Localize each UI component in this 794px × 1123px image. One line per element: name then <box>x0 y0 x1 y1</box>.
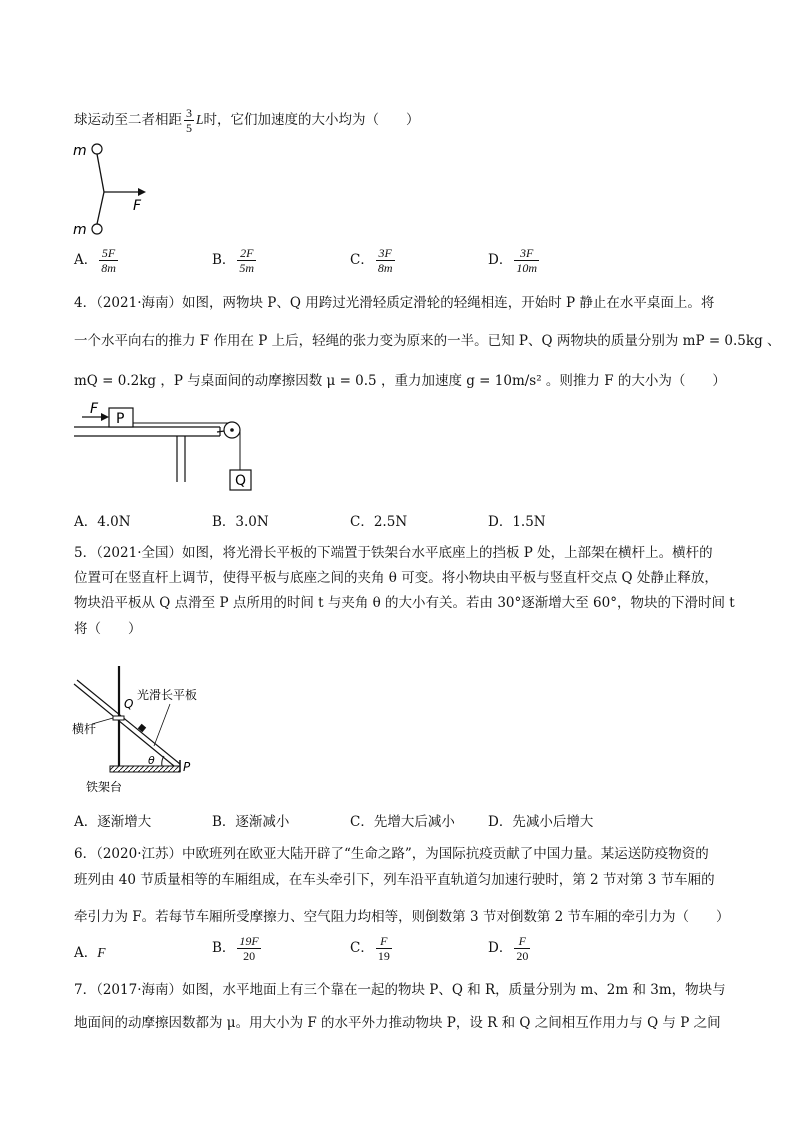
q3-option-c[interactable]: C． $\frac{3F}{8m}$ <box>350 246 393 275</box>
q6-option-b[interactable]: B． $\frac{19F}{20}$ <box>212 934 259 963</box>
q4-pulley-axle <box>230 428 234 432</box>
q5-line3: 物块沿平板从 Q 点滑至 P 点所用的时间 t 与夹角 θ 的大小有关。若由 30°逐渐增大至 60°，物块的下滑时间 t <box>74 595 735 611</box>
q5-line2: 位置可在竖直杆上调节，使得平板与底座之间的夹角 θ 可变。将小物块由平板与竖直杆交点 Q 处静止释放， <box>74 570 718 586</box>
q3-stem-pre: 球运动至二者相距 <box>74 112 182 128</box>
q7-line1: 7．（2017·海南）如图，水平地面上有三个靠在一起的物块 P、Q 和 R，质量分别为 m、2m 和 3m，物块与 <box>74 982 726 998</box>
q4-force-head <box>101 413 109 421</box>
q4-option-a[interactable]: A．4.0N <box>74 514 131 530</box>
q5-option-a[interactable]: A．逐渐增大 <box>74 814 152 830</box>
q5-angle-arc <box>162 756 164 766</box>
q6-option-c[interactable]: C． $\frac{F}{19}$ <box>350 934 390 963</box>
q5-option-c[interactable]: C．先增大后减小 <box>350 814 455 830</box>
q3-ball-bottom <box>92 224 102 234</box>
q4-line1: 4．（2021·海南）如图，两物块 P、Q 用跨过光滑轻质定滑轮的轻绳相连，开始时 P 静止在水平桌面上。将 <box>74 295 715 311</box>
q5-label-P: P <box>183 760 191 774</box>
q6-option-d[interactable]: D． $\frac{F}{20}$ <box>488 934 529 963</box>
q3-label-F: F <box>133 198 142 214</box>
q4-label-F: F <box>90 401 99 417</box>
q3-stem <box>74 106 420 135</box>
q3-label-m-bottom: m <box>73 222 87 238</box>
q3-arrow-head <box>138 188 146 196</box>
q5-board-leader <box>154 704 170 746</box>
q5-label-bar: 横杆 <box>72 722 97 736</box>
q3-rope-lower <box>97 192 104 224</box>
q6-line1: 6．（2020·江苏）中欧班列在欧亚大陆开辟了“生命之路”，为国际抗疫贡献了中国力量。某运送防疫物资的 <box>74 846 709 862</box>
q5-label-Q: Q <box>124 697 134 711</box>
q3-option-d[interactable]: D． $\frac{3F}{10m}$ <box>488 246 537 275</box>
q3-rope-upper <box>97 154 104 192</box>
q5-option-b[interactable]: B．逐渐减小 <box>212 814 290 830</box>
q4-option-d[interactable]: D．1.5N <box>488 514 546 530</box>
q5-line4: 将（ ） <box>74 621 142 637</box>
q4-figure <box>70 402 260 498</box>
q5-base <box>110 766 180 772</box>
q3-option-b[interactable]: B． $\frac{2F}{5m}$ <box>212 246 255 275</box>
q4-option-c[interactable]: C．2.5N <box>350 514 408 530</box>
q5-label-stand: 铁架台 <box>86 780 123 794</box>
q4-option-b[interactable]: B．3.0N <box>212 514 269 530</box>
q5-option-d[interactable]: D．先减小后增大 <box>488 814 594 830</box>
q5-line1: 5．（2021·全国）如图，将光滑长平板的下端置于铁架台水平底座上的挡板 P 处，上部架在横杆上。横杆的 <box>74 545 713 561</box>
q3-fraction: $\frac{3}{5}$ <box>186 106 192 135</box>
q4-line2: 一个水平向右的推力 F 作用在 P 上后，轻绳的张力变为原来的一半。已知 P、Q 两物块的质量分别为 mP = 0.5kg 、 <box>74 333 781 349</box>
q3-var-L: L <box>196 112 204 127</box>
q6-line2: 班列由 40 节质量相等的车厢组成，在车头牵引下，列车沿平直轨道匀加速行驶时，第 2 节对第 3 节车厢的 <box>74 872 715 888</box>
q3-option-a[interactable]: A． $\frac{5F}{8m}$ <box>74 246 116 275</box>
q5-figure <box>70 660 220 795</box>
q3-ball-top <box>92 144 102 154</box>
q3-label-m-top: m <box>73 143 87 159</box>
q5-label-board: 光滑长平板 <box>137 688 198 702</box>
q5-label-theta: θ <box>148 754 155 767</box>
q4-label-P: P <box>116 411 125 427</box>
q3-figure <box>70 140 160 238</box>
q4-label-Q: Q <box>235 473 247 489</box>
q7-line2: 地面间的动摩擦因数都为 μ。用大小为 F 的水平外力推动物块 P，设 R 和 Q 之间相互作用力与 Q 与 P 之间 <box>74 1015 721 1031</box>
q6-option-a[interactable]: A．F <box>74 945 106 961</box>
q5-crossbar <box>113 716 124 720</box>
q3-stem-post: 时，它们加速度的大小均为（ ） <box>203 112 420 128</box>
q6-line3: 牵引力为 F。若每节车厢所受摩擦力、空气阻力均相等，则倒数第 3 节对倒数第 2 节车厢的牵引力为（ ） <box>74 909 730 925</box>
q4-line3: mQ = 0.2kg ，P 与桌面间的动摩擦因数 μ = 0.5 ，重力加速度 g = 10m/s² 。则推力 F 的大小为（ ） <box>74 373 726 389</box>
